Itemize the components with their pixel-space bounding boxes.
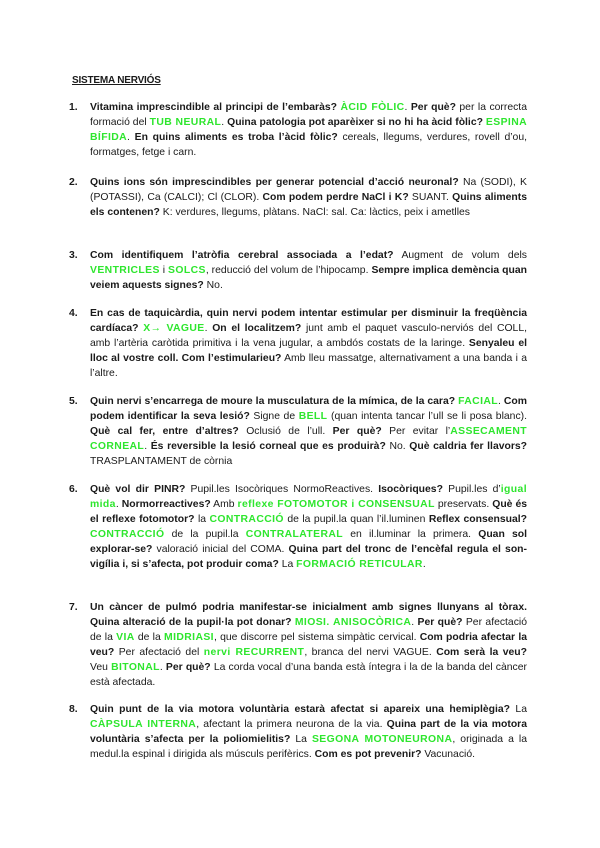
answer-highlight: FACIAL bbox=[458, 396, 499, 407]
question-phrase: Com serà la veu? bbox=[436, 647, 527, 658]
answer-text: Na (SODI), K (POTASSI), Ca (CALCI); Cl (CLOR). bbox=[90, 177, 527, 203]
question-phrase: En quins aliments es troba l’àcid fòlic? bbox=[134, 132, 338, 143]
question-number: 8. bbox=[69, 704, 78, 715]
answer-text: , originada a la medul.la espinal i dirigida als músculs perifèrics. bbox=[90, 734, 527, 760]
answer-text: valoració inicial del COMA. bbox=[152, 544, 289, 555]
question-phrase: Com podria afectar la veu? bbox=[90, 632, 527, 658]
question-phrase: Què vol dir PINR? bbox=[90, 484, 186, 495]
question-phrase: Senyaleu el lloc al vostre coll. Com l’estimularieu? bbox=[90, 338, 527, 364]
answer-text: Signe de bbox=[249, 411, 299, 422]
question-phrase: Per què? bbox=[165, 662, 211, 673]
answer-text: en il.luminar la primera. bbox=[343, 529, 479, 540]
question-text bbox=[90, 484, 527, 570]
answer-highlight: FORMACIÓ RETICULAR bbox=[296, 559, 423, 570]
question-6 bbox=[69, 482, 528, 572]
answer-highlight: X→ VAGUE bbox=[143, 323, 205, 334]
question-4 bbox=[69, 306, 527, 381]
answer-highlight: VENTRICLES bbox=[90, 265, 160, 276]
answer-text: Vacunació. bbox=[421, 749, 476, 760]
answer-text: TRASPLANTAMENT de còrnia bbox=[90, 456, 233, 467]
question-5 bbox=[69, 394, 528, 469]
answer-text: . bbox=[422, 559, 426, 570]
answer-text: . bbox=[159, 662, 166, 673]
question-phrase: Un càncer de pulmó podria manifestar-se inicialment amb signes llunyans al tòrax. Quina alteració de la pupil·la pot donar? bbox=[90, 602, 527, 628]
question-phrase: Com podem perdre NaCl i K? bbox=[262, 192, 409, 203]
question-phrase: Per què? bbox=[332, 426, 382, 437]
answer-text: , que discorre pel sistema simpàtic cervical. bbox=[213, 632, 420, 643]
question-text bbox=[90, 602, 527, 688]
answer-text: SUANT. bbox=[408, 192, 453, 203]
question-number: 7. bbox=[69, 602, 78, 613]
answer-text: junt amb el paquet vasculo-nerviós del COLL, amb l’artèria caròtida primitiva i la vena jugular, a ambdós costats de la laringe. bbox=[90, 323, 527, 349]
answer-text: K: verdures, llegums, plàtans. NaCl: sal. Ca: làctics, peix i ametlles bbox=[159, 207, 470, 218]
answer-text: Amb bbox=[210, 499, 238, 510]
question-phrase: Quan sol explorar-se? bbox=[90, 529, 527, 555]
question-phrase: Reflex consensual? bbox=[428, 514, 527, 525]
answer-highlight: SOLCS bbox=[168, 265, 206, 276]
question-8 bbox=[69, 702, 527, 762]
answer-text: (quan intenta tancar l’ull se li posa blanc). bbox=[327, 411, 527, 422]
answer-text: preservats. bbox=[434, 499, 493, 510]
question-phrase: Quins ions són imprescindibles per generar potencial d’acció neuronal? bbox=[90, 177, 459, 188]
question-number: 4. bbox=[69, 308, 78, 319]
question-phrase: Què cal fer, entre d’altres? bbox=[90, 426, 239, 437]
answer-text: per la correcta formació del bbox=[90, 102, 527, 128]
answer-text: . bbox=[221, 117, 228, 128]
answer-text: La bbox=[509, 704, 527, 715]
question-phrase: Sempre implica demència quan veiem aquests signes? bbox=[90, 265, 527, 291]
question-text bbox=[90, 308, 527, 379]
answer-highlight: reflexe FOTOMOTOR i CONSENSUAL bbox=[237, 499, 435, 510]
answer-highlight: TUB NEURAL bbox=[149, 117, 222, 128]
answer-text: No. bbox=[203, 280, 223, 291]
answer-highlight: ÀCID FÒLIC bbox=[340, 102, 405, 113]
question-phrase: Què caldria fer llavors? bbox=[409, 441, 528, 452]
document-title: SISTEMA NERVIÓS bbox=[72, 75, 161, 86]
answer-highlight: MIOSI. ANISOCÒRICA bbox=[294, 617, 412, 628]
question-phrase: Isocòriques? bbox=[378, 484, 443, 495]
answer-text: de la bbox=[134, 632, 165, 643]
answer-highlight: BITONAL bbox=[111, 662, 160, 673]
answer-text: de la pupil.la bbox=[164, 529, 246, 540]
answer-text: Per afectació de la bbox=[90, 617, 527, 643]
answer-text: Oclusió de l’ull. bbox=[238, 426, 333, 437]
answer-text: . bbox=[144, 441, 151, 452]
answer-highlight: CÀPSULA INTERNA bbox=[90, 719, 197, 730]
answer-text: de la pupil.la quan l’il.luminen bbox=[283, 514, 429, 525]
answer-highlight: CONTRACCIÓ bbox=[209, 514, 284, 525]
answer-highlight: MIDRIASI bbox=[164, 632, 214, 643]
answer-text: No. bbox=[385, 441, 410, 452]
question-7 bbox=[69, 600, 527, 690]
answer-text: . bbox=[204, 323, 213, 334]
answer-text: La bbox=[290, 734, 312, 745]
answer-text: La corda vocal d’una banda està íntegra i la de la banda del càncer està afectada. bbox=[90, 662, 527, 688]
question-3 bbox=[69, 248, 527, 293]
answer-text: Veu bbox=[90, 662, 112, 673]
question-phrase: Què és el reflexe fotomotor? bbox=[90, 499, 528, 525]
question-phrase: Com identifiquem l’atròfia cerebral associada a l’edat? bbox=[90, 250, 394, 261]
question-phrase: En cas de taquicàrdia, quin nervi podem intentar estimular per disminuir la freqüència cardíaca? bbox=[90, 308, 527, 334]
answer-text: . bbox=[404, 102, 411, 113]
question-phrase: És reversible la lesió corneal que es produirà? bbox=[150, 441, 386, 452]
question-number: 5. bbox=[69, 396, 78, 407]
answer-highlight: nervi RECURRENT bbox=[203, 647, 305, 658]
question-phrase: Quin punt de la via motora voluntària estarà afectat si apareix una hemiplègia? bbox=[90, 704, 510, 715]
question-phrase: Vitamina imprescindible al principi de l’embaràs? bbox=[90, 102, 341, 113]
answer-highlight: CONTRACCIÓ bbox=[90, 529, 165, 540]
question-phrase: Per què? bbox=[417, 617, 463, 628]
question-number: 1. bbox=[69, 102, 78, 113]
question-number: 6. bbox=[69, 484, 78, 495]
answer-highlight: igual mida bbox=[90, 484, 527, 510]
question-text bbox=[90, 704, 527, 760]
question-phrase: Quina part del tronc de l’encèfal regula el son-vigília i, si s’afecta, pot produir coma? bbox=[90, 544, 527, 570]
question-text bbox=[90, 250, 527, 291]
question-text bbox=[90, 396, 527, 467]
answer-highlight: SEGONA MOTONEURONA bbox=[311, 734, 453, 745]
answer-highlight: ESPINA BÍFIDA bbox=[90, 117, 528, 143]
answer-text: . bbox=[498, 396, 504, 407]
answer-text: , afectant la primera neurona de la via. bbox=[196, 719, 387, 730]
answer-text: cereals, llegums, verdures, rovell d’ou, formatges, fetge i carn. bbox=[90, 132, 527, 158]
question-phrase: Quin nervi s’encarrega de moure la musculatura de la mímica, de la cara? bbox=[90, 396, 456, 407]
answer-text: Pupil.les d’ bbox=[442, 484, 501, 495]
question-text bbox=[90, 177, 527, 218]
answer-text: Per afectació del bbox=[114, 647, 204, 658]
answer-text: Augment de volum dels bbox=[393, 250, 527, 261]
answer-text: Amb lleu massatge, alternativament a una banda i a l’altre. bbox=[90, 353, 527, 379]
question-phrase: On el localitzem? bbox=[212, 323, 302, 334]
answer-text: Per evitar l’ bbox=[381, 426, 451, 437]
question-phrase: Quins aliments els contenen? bbox=[90, 192, 527, 218]
question-phrase: Com es pot prevenir? bbox=[314, 749, 422, 760]
question-phrase: Quina patologia pot aparèixer si no hi ha àcid fòlic? bbox=[227, 117, 483, 128]
answer-text: . bbox=[127, 132, 135, 143]
question-text bbox=[90, 102, 527, 158]
question-phrase: Quina part de la via motora voluntària s’afecta per la poliomielitis? bbox=[90, 719, 527, 745]
answer-text: i bbox=[159, 265, 169, 276]
answer-text: , branca del nervi VAGUE. bbox=[304, 647, 437, 658]
answer-text: la bbox=[194, 514, 210, 525]
answer-highlight: ASSECAMENT CORNEAL bbox=[90, 426, 527, 452]
answer-text: . bbox=[411, 617, 418, 628]
answer-highlight: VIA bbox=[116, 632, 135, 643]
answer-text: Pupil.les Isocòriques NormoReactives. bbox=[185, 484, 379, 495]
answer-text: . bbox=[115, 499, 122, 510]
question-phrase: Normorreactives? bbox=[121, 499, 211, 510]
question-number: 3. bbox=[69, 250, 78, 261]
question-2 bbox=[69, 175, 527, 220]
question-1 bbox=[69, 100, 528, 160]
answer-highlight: CONTRALATERAL bbox=[245, 529, 344, 540]
answer-highlight: BELL bbox=[298, 411, 328, 422]
question-number: 2. bbox=[69, 177, 78, 188]
question-phrase: Com podem identificar la seva lesió? bbox=[90, 396, 527, 422]
answer-text: , reducció del volum de l’hipocamp. bbox=[205, 265, 372, 276]
question-phrase: Per què? bbox=[410, 102, 456, 113]
answer-text: La bbox=[278, 559, 297, 570]
